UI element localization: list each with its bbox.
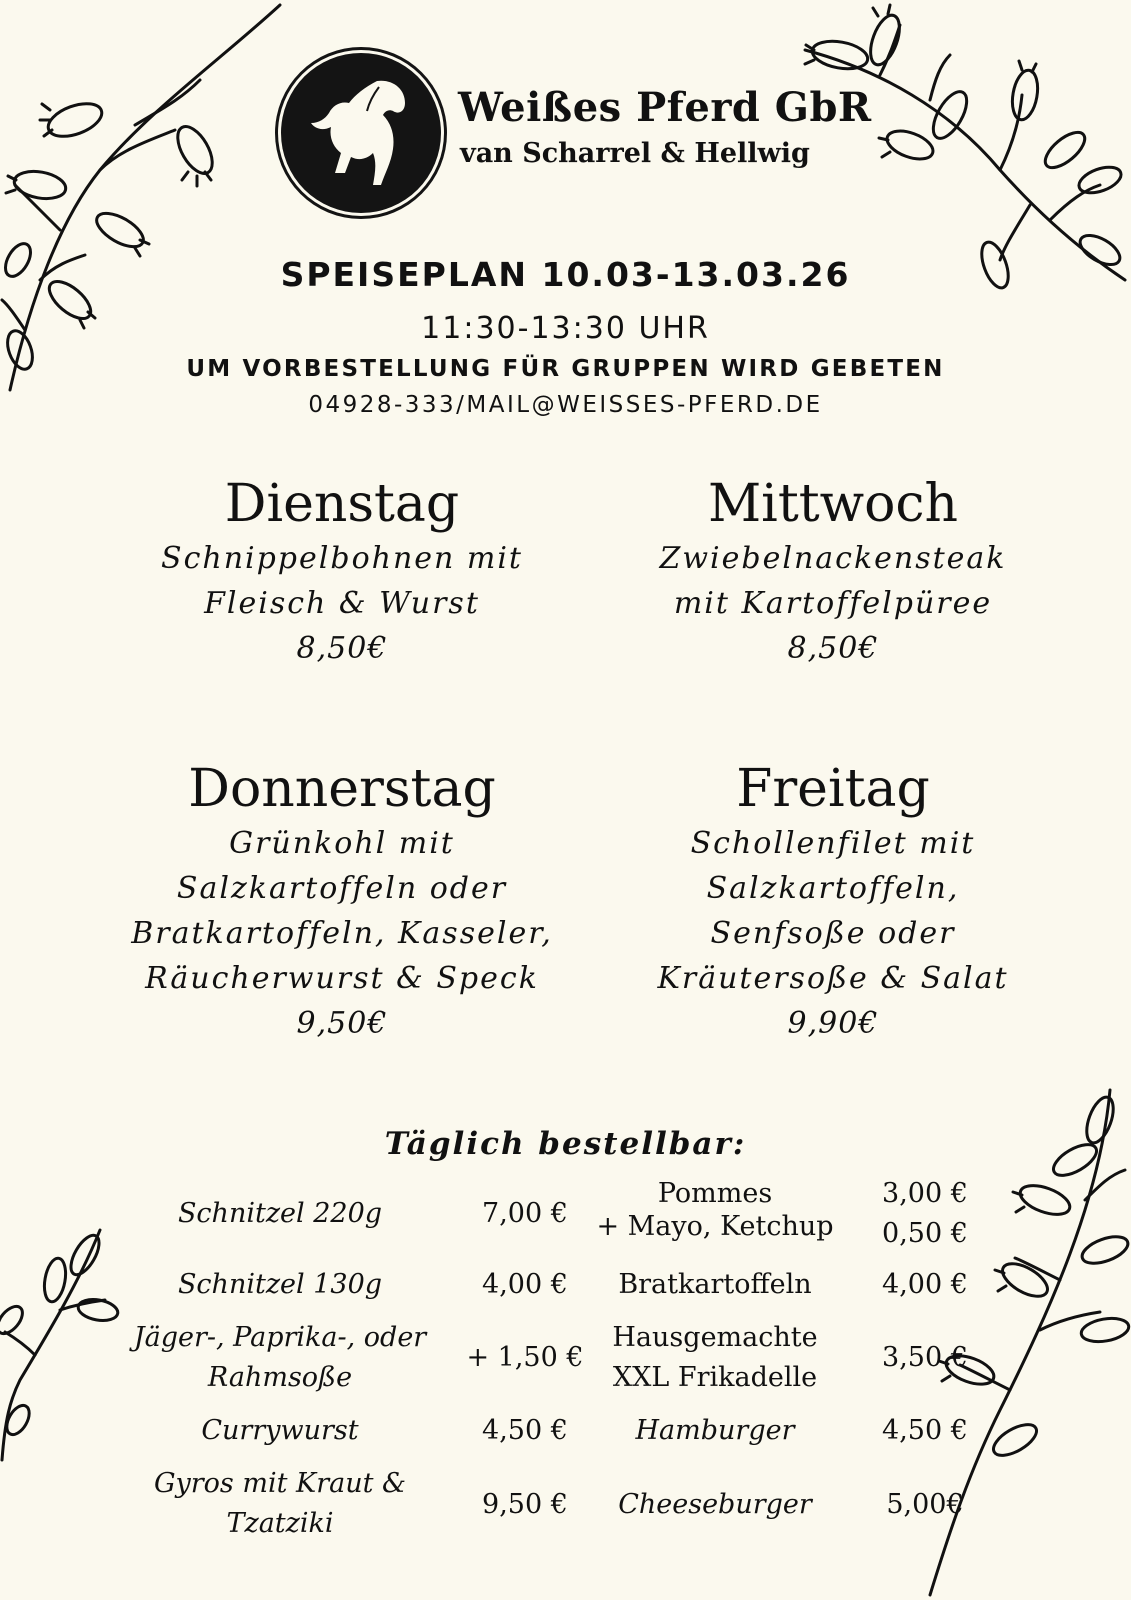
day-name: Dienstag	[224, 474, 460, 534]
daily-item: Schnitzel 130g	[177, 1269, 383, 1300]
daily-menu-title: Täglich bestellbar:	[384, 1126, 747, 1162]
day-thursday	[97, 759, 587, 1046]
day-dish: Grünkohl mit Salzkartoffeln oder Bratkartoffeln, Kasseler, Räucherwurst & Speck	[131, 826, 553, 996]
daily-item: Bratkartoffeln	[618, 1269, 812, 1300]
daily-item: Hausgemachte XXL Frikadelle	[612, 1322, 818, 1393]
day-price: 9,50€	[296, 1006, 388, 1041]
daily-price: 4,50 €	[882, 1415, 968, 1446]
contact-info: 04928-333/MAIL@WEISSES-PFERD.DE	[308, 392, 823, 418]
daily-item: Cheeseburger	[618, 1489, 812, 1520]
daily-price: 4,00 €	[882, 1269, 968, 1300]
daily-item: Currywurst	[201, 1415, 359, 1446]
brand-name: Weißes Pferd GbR	[458, 84, 872, 131]
floral-branch-icon	[0, 1220, 120, 1470]
daily-price: 3,50 €	[882, 1342, 968, 1373]
daily-price: 9,50 €	[482, 1489, 568, 1520]
day-wednesday	[588, 474, 1078, 671]
daily-price: 3,00 € 0,50 €	[882, 1178, 968, 1249]
day-dish: Schnippelbohnen mit Fleisch & Wurst	[161, 541, 523, 621]
day-price: 8,50€	[787, 631, 879, 666]
logo	[281, 53, 441, 213]
day-name: Mittwoch	[707, 474, 959, 534]
daily-item: Hamburger	[635, 1415, 795, 1446]
daily-price: 4,00 €	[482, 1269, 568, 1300]
day-friday	[588, 759, 1078, 1046]
daily-price: + 1,50 €	[466, 1342, 584, 1373]
daily-price: 4,50 €	[482, 1415, 568, 1446]
daily-item: Gyros mit Kraut & Tzatziki	[153, 1468, 407, 1539]
daily-item: Schnitzel 220g	[177, 1198, 383, 1229]
menu-title: SPEISEPLAN 10.03-13.03.26	[280, 255, 851, 294]
daily-price: 7,00 €	[482, 1198, 568, 1229]
opening-hours: 11:30-13:30 UHR	[421, 311, 710, 346]
day-dish: Zwiebelnackensteak mit Kartoffelpüree	[659, 541, 1007, 621]
day-price: 9,90€	[787, 1006, 879, 1041]
day-name: Donnerstag	[188, 759, 496, 819]
day-tuesday	[97, 474, 587, 671]
day-dish: Schollenfilet mit Salzkartoffeln, Senfsoße oder Kräutersoße & Salat	[657, 826, 1009, 996]
horse-icon	[281, 53, 441, 213]
daily-item: Pommes + Mayo, Ketchup	[596, 1178, 834, 1242]
daily-item: Jäger-, Paprika-, oder Rahmsoße	[133, 1322, 427, 1393]
daily-price: 5,00€	[886, 1489, 964, 1520]
brand-subtitle: van Scharrel & Hellwig	[460, 138, 810, 169]
group-order-note: UM VORBESTELLUNG FÜR GRUPPEN WIRD GEBETEN	[186, 356, 945, 382]
day-price: 8,50€	[296, 631, 388, 666]
day-name: Freitag	[736, 759, 930, 819]
